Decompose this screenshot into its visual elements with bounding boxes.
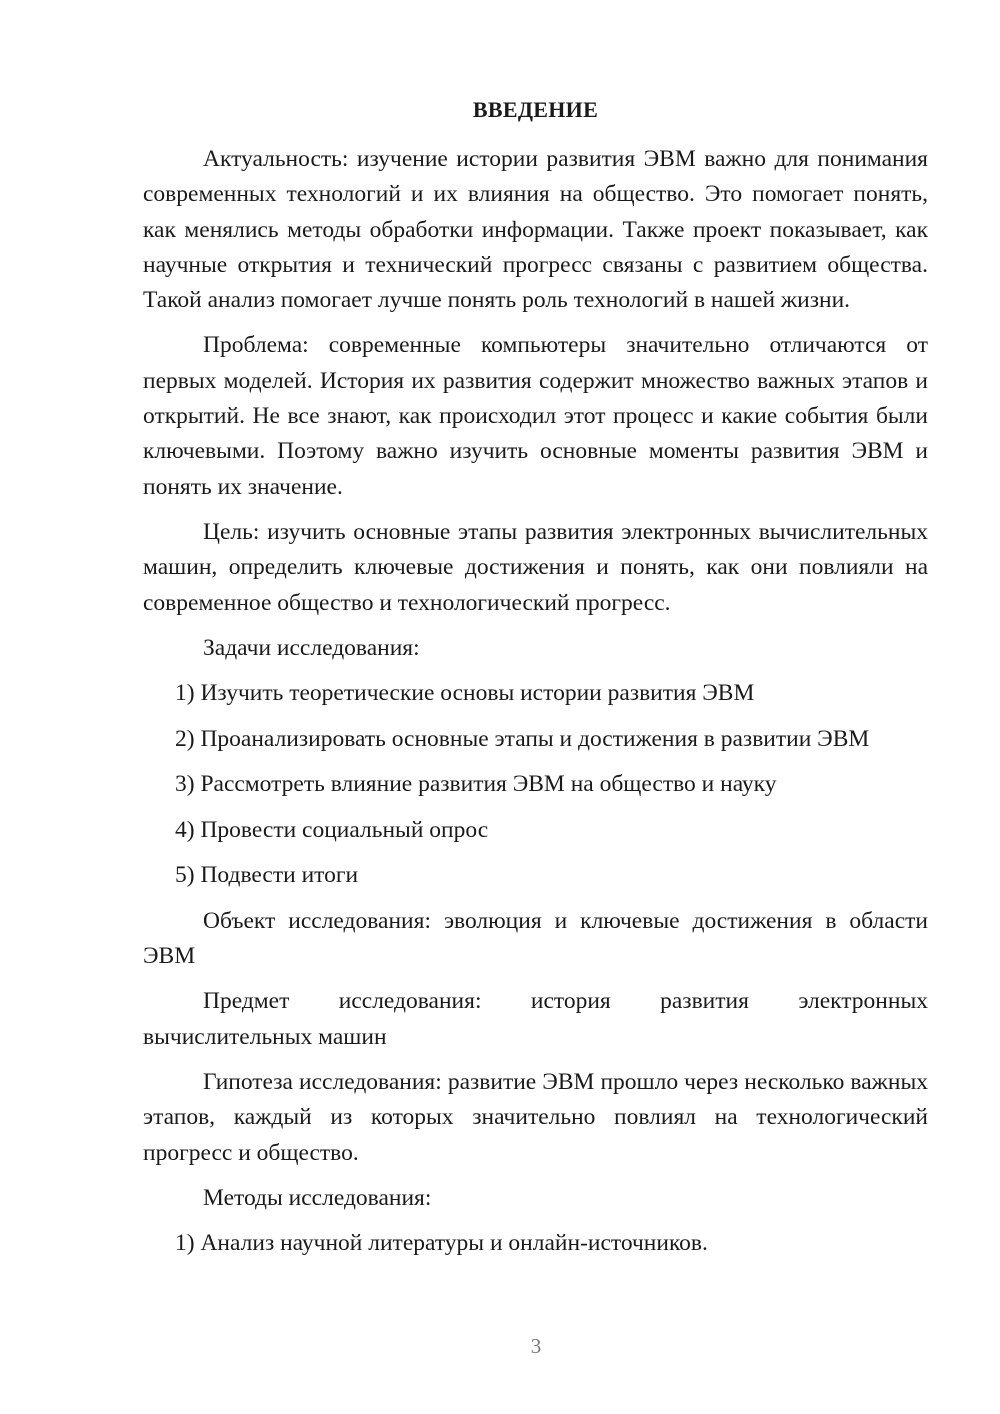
- list-item: 3) Рассмотреть влияние развития ЭВМ на общество и науку: [175, 771, 777, 798]
- list-item: 4) Провести социальный опрос: [175, 816, 489, 843]
- list-item: 1) Анализ научной литературы и онлайн-источников.: [175, 1230, 708, 1257]
- list-item: 5) Подвести итоги: [175, 862, 359, 889]
- list-item: 2) Проанализировать основные этапы и достижения в развитии ЭВМ: [175, 725, 870, 752]
- tasks-list: [143, 676, 928, 893]
- methods-heading: Методы исследования:: [203, 1184, 432, 1211]
- document-page: [143, 92, 928, 1272]
- problem-paragraph: Проблема: современные компьютеры значительно отличаются от первых моделей. История их развития содержит множество важных этапов и открытий. Не все знают, как происходил этот процесс и какие события были ключевыми. Поэтому важно изучить основные моменты развития ЭВМ и понять их значение.: [143, 332, 928, 500]
- methods-list: [143, 1226, 928, 1261]
- relevance-paragraph: Актуальность: изучение истории развития ЭВМ важно для понимания современных технологий и их влияния на общество. Это помогает понять, как менялись методы обработки информации. Также проект показывает, как научные открытия и технический прогресс связаны с развитием общества. Такой анализ помогает лучше понять роль технологий в нашей жизни.: [143, 146, 928, 314]
- goal-paragraph: Цель: изучить основные этапы развития электронных вычислительных машин, определить ключевые достижения и понять, как они повлияли на современное общество и технологический прогресс.: [143, 518, 928, 616]
- object-paragraph: Объект исследования: эволюция и ключевые достижения в области ЭВМ: [143, 907, 928, 970]
- page-number: 3: [530, 1334, 542, 1358]
- hypothesis-paragraph: Гипотеза исследования: развитие ЭВМ прошло через несколько важных этапов, каждый из которых значительно повлиял на технологический прогресс и общество.: [143, 1069, 928, 1166]
- page-title: ВВЕДЕНИЕ: [472, 97, 599, 122]
- subject-paragraph: Предмет исследования: история развития электронных вычислительных машин: [143, 988, 928, 1050]
- tasks-heading: Задачи исследования:: [203, 634, 420, 661]
- list-item: 1) Изучить теоретические основы истории развития ЭВМ: [175, 680, 755, 707]
